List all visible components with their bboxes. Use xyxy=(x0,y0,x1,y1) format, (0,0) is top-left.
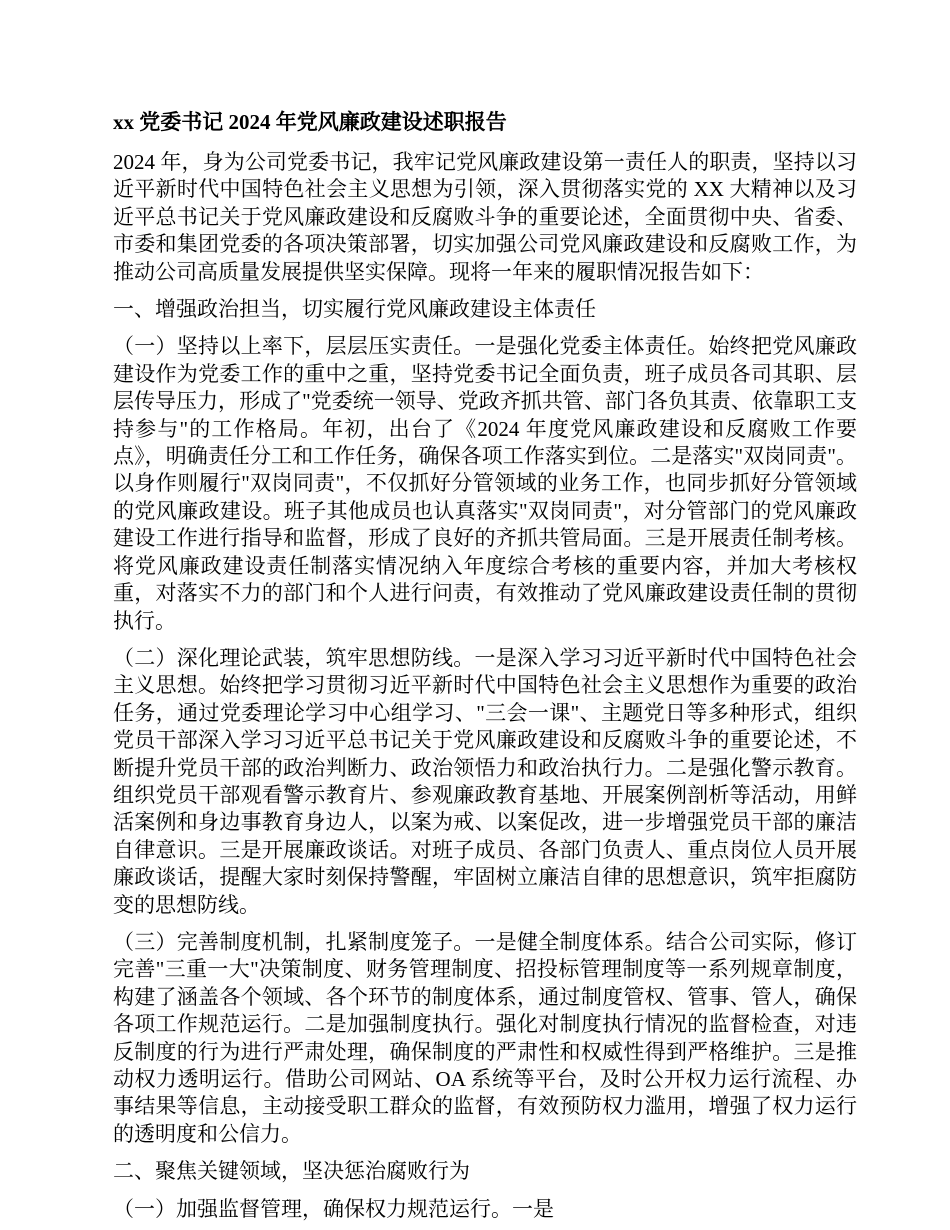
intro-paragraph: 2024 年，身为公司党委书记，我牢记党风廉政建设第一责任人的职责，坚持以习近平新时代中国特色社会主义思想为引领，深入贯彻落实党的 XX 大精神以及习近平总书记关于党风廉政建设和反腐败斗争的重要论述，全面贯彻中央、省委、市委和集团党委的各项决策部署，切实加强公司党风廉政建设和反腐败工作，为推动公司高质量发展提供坚实保障。现将一年来的履职情况报告如下： xyxy=(113,150,857,284)
section-1-subsection-3: （三）完善制度机制，扎紧制度笼子。一是健全制度体系。结合公司实际，修订完善"三重一大"决策制度、财务管理制度、招投标管理制度等一系列规章制度，构建了涵盖各个领域、各个环节的制度体系，通过制度管权、管事、管人，确保各项工作规范运行。二是加强制度执行。强化对制度执行情况的监督检查，对违反制度的行为进行严肃处理，确保制度的严肃性和权威性得到严格维护。三是推动权力透明运行。借助公司网站、OA 系统等平台，及时公开权力运行流程、办事结果等信息，主动接受职工群众的监督，有效预防权力滥用，增强了权力运行的透明度和公信力。 xyxy=(113,929,857,1146)
report-title: xx 党委书记 2024 年党风廉政建设述职报告 xyxy=(113,110,507,134)
section-1-subsection-1: （一）坚持以上率下，层层压实责任。一是强化党委主体责任。始终把党风廉政建设作为党委工作的重中之重，坚持党委书记全面负责，班子成员各司其职、层层传导压力，形成了"党委统一领导、党政齐抓共管、部门各负其责、依靠职工支持参与"的工作格局。年初，出台了《2024 年度党风廉政建设和反腐败工作要点》，明确责任分工和工作任务，确保各项工作落实到位。二是落实"双岗同责"。以身作则履行"双岗同责"，不仅抓好分管领域的业务工作，也同步抓好分管领域的党风廉政建设。班子其他成员也认真落实"双岗同责"，对分管部门的党风廉政建设工作进行指导和监督，形成了良好的齐抓共管局面。三是开展责任制考核。将党风廉政建设责任制落实情况纳入年度综合考核的重要内容，并加大考核权重，对落实不力的部门和个人进行问责，有效推动了党风廉政建设责任制的贯彻执行。 xyxy=(113,334,857,633)
section-2-subsection-1: （一）加强监督管理，确保权力规范运行。一是 xyxy=(113,1196,554,1221)
section-2-heading: 二、聚焦关键领域，坚决惩治腐败行为 xyxy=(113,1159,470,1184)
section-1-subsection-2: （二）深化理论武装，筑牢思想防线。一是深入学习习近平新时代中国特色社会主义思想。始终把学习贯彻习近平新时代中国特色社会主义思想作为重要的政治任务，通过党委理论学习中心组学习、"三会一课"、主题党日等多种形式，组织党员干部深入学习习近平总书记关于党风廉政建设和反腐败斗争的重要论述，不断提升党员干部的政治判断力、政治领悟力和政治执行力。二是强化警示教育。组织党员干部观看警示教育片、参观廉政教育基地、开展案例剖析等活动，用鲜活案例和身边事教育身边人，以案为戒、以案促改，进一步增强党员干部的廉洁自律意识。三是开展廉政谈话。对班子成员、各部门负责人、重点岗位人员开展廉政谈话，提醒大家时刻保持警醒，牢固树立廉洁自律的思想意识，筑牢拒腐防变的思想防线。 xyxy=(113,645,857,917)
section-1-heading: 一、增强政治担当，切实履行党风廉政建设主体责任 xyxy=(113,297,596,322)
